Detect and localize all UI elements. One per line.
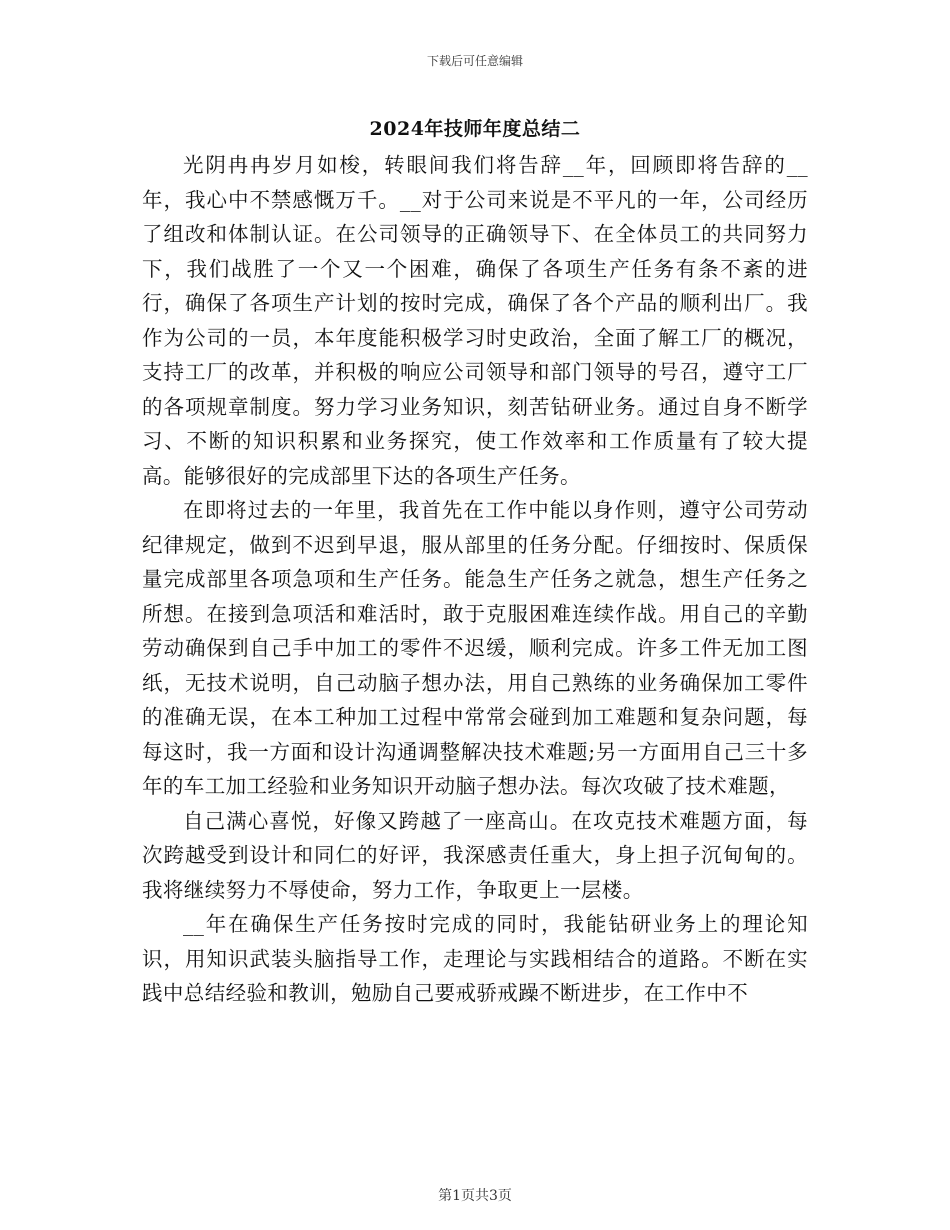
paragraph-3: 自己满心喜悦，好像又跨越了一座高山。在攻克技术难题方面，每次跨越受到设计和同仁的好评，我深感责任重大，身上担子沉甸甸的。我将继续努力不辱使命，努力工作，争取更上一层楼。 xyxy=(142,808,808,902)
paragraph-1: 光阴冉冉岁月如梭，转眼间我们将告辞__年，回顾即将告辞的__年，我心中不禁感慨万千。__对于公司来说是不平凡的一年，公司经历了组改和体制认证。在公司领导的正确领导下、在全体员工的共同努力下，我们战胜了一个又一个困难，确保了各项生产任务有条不紊的进行，确保了各项生产计划的按时完成，确保了各个产品的顺利出厂。我作为公司的一员，本年度能积极学习时史政治，全面了解工厂的概况，支持工厂的改革，并积极的响应公司领导和部门领导的号召，遵守工厂的各项规章制度。努力学习业务知识，刻苦钻研业务。通过自身不断学习、不断的知识积累和业务探究，使工作效率和工作质量有了较大提高。能够很好的完成部里下达的各项生产任务。 xyxy=(142,153,808,488)
document-title: 2024年技师年度总结二 xyxy=(369,118,581,140)
document-body xyxy=(142,148,808,1011)
paragraph-2: 在即将过去的一年里，我首先在工作中能以身作则，遵守公司劳动纪律规定，做到不迟到早退，服从部里的任务分配。仔细按时、保质保量完成部里各项急项和生产任务。能急生产任务之就急，想生产任务之所想。在接到急项活和难活时，敢于克服困难连续作战。用自己的辛勤劳动确保到自己手中加工的零件不迟缓，顺利完成。许多工件无加工图纸，无技术说明，自己动脑子想办法，用自己熟练的业务确保加工零件的准确无误，在本工种加工过程中常常会碰到加工难题和复杂问题，每每这时，我一方面和设计沟通调整解决技术难题;另一方面用自己三十多年的车工加工经验和业务知识开动脑子想办法。每次攻破了技术难题， xyxy=(142,498,808,798)
page-header-note: 下载后可任意编辑 xyxy=(426,54,523,68)
page-number: 第1页共3页 xyxy=(438,1188,512,1204)
paragraph-4: __年在确保生产任务按时完成的同时，我能钻研业务上的理论知识，用知识武装头脑指导工作，走理论与实践相结合的道路。不断在实践中总结经验和教训，勉励自己要戒骄戒躁不断进步，在工作中不 xyxy=(142,912,808,1005)
